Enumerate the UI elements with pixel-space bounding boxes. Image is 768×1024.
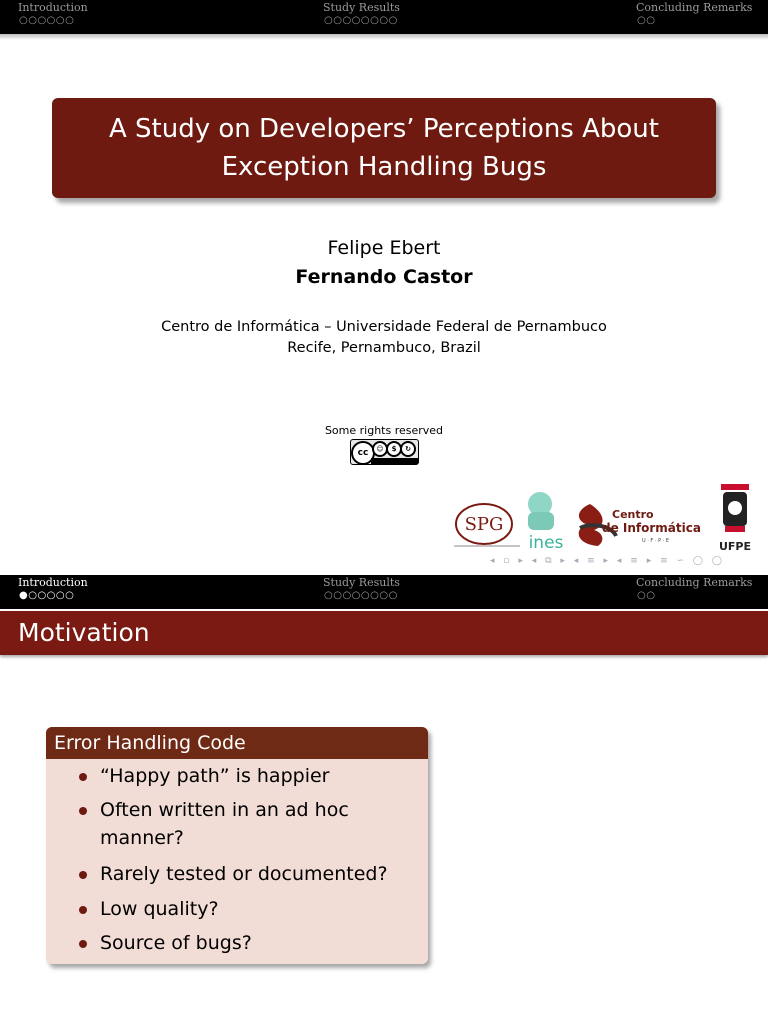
nav-dots-concluding-remarks[interactable]: ○○ xyxy=(637,590,656,601)
cc-icon: cc xyxy=(351,441,375,465)
nav-section-introduction[interactable]: Introduction xyxy=(18,1,88,14)
frame-title-bar xyxy=(0,611,768,655)
ufpe-logo xyxy=(714,478,756,554)
nav-dots-introduction[interactable]: ○○○○○○ xyxy=(19,15,75,26)
spg-logo-text: SPG xyxy=(464,514,504,535)
list-item: Low quality? xyxy=(100,898,219,920)
ines-logo xyxy=(522,490,570,552)
bullet-icon xyxy=(79,807,87,815)
bullet-list xyxy=(46,759,428,954)
cin-logo-line1: Centro xyxy=(612,508,654,521)
presentation-title: A Study on Developers’ Perceptions About Exception Handling Bugs xyxy=(109,114,659,182)
author-name: Felipe Ebert xyxy=(327,237,441,259)
frame-title: Motivation xyxy=(18,618,150,647)
list-item: “Happy path” is happier xyxy=(100,765,330,787)
nav-section-concluding-remarks[interactable]: Concluding Remarks xyxy=(636,1,753,14)
nav-dots-concluding-remarks[interactable]: ○○ xyxy=(637,15,656,26)
spg-logo xyxy=(452,500,522,548)
nav-dots-study-results[interactable]: ○○○○○○○○ xyxy=(324,590,398,601)
nav-shadow xyxy=(0,34,768,40)
navigation-bar xyxy=(0,0,768,34)
title-box xyxy=(52,98,716,198)
bullet-icon xyxy=(79,940,87,948)
list-item: Source of bugs? xyxy=(100,932,252,954)
error-handling-block xyxy=(46,727,428,964)
bullet-icon xyxy=(79,773,87,781)
nav-section-concluding-remarks[interactable]: Concluding Remarks xyxy=(636,576,753,589)
list-item: Often written in an ad hoc manner? xyxy=(100,799,349,849)
by-icon: ☺ xyxy=(372,441,388,457)
list-item: Rarely tested or documented? xyxy=(100,863,388,885)
nc-icon: $ xyxy=(386,441,402,457)
cin-logo xyxy=(572,500,707,552)
cin-logo-line2: de Informática xyxy=(602,521,701,535)
beamer-navigation-controls[interactable]: ◂ ▫ ▸ ◂ ⧉ ▸ ◂ ≡ ▸ ◂ ≡ ▸ ≡ ∽ ◯ ◯ xyxy=(490,556,725,566)
bullet-icon xyxy=(79,906,87,914)
nav-section-study-results[interactable]: Study Results xyxy=(323,1,400,14)
nav-dots-study-results[interactable]: ○○○○○○○○ xyxy=(324,15,398,26)
presenter-name: Fernando Castor xyxy=(295,266,473,288)
bullet-icon xyxy=(79,871,87,879)
motivation-slide xyxy=(0,575,768,1024)
ufpe-logo-text: UFPE xyxy=(718,540,752,553)
location-line: Recife, Pernambuco, Brazil xyxy=(287,340,481,356)
sa-icon: ↻ xyxy=(400,441,416,457)
logos xyxy=(452,478,762,554)
nav-section-study-results[interactable]: Study Results xyxy=(323,576,400,589)
ines-logo-text: ines xyxy=(528,533,564,552)
rights-text: Some rights reserved xyxy=(324,424,444,437)
cc-strip xyxy=(371,458,418,464)
block-title: Error Handling Code xyxy=(46,727,428,759)
navigation-bar xyxy=(0,575,768,609)
nav-section-introduction[interactable]: Introduction xyxy=(18,576,88,589)
cin-logo-line3: U · F · P · E xyxy=(642,538,670,544)
creative-commons-icon xyxy=(350,439,419,465)
institution-line: Centro de Informática – Universidade Federal de Pernambuco xyxy=(161,319,607,335)
nav-dots-introduction[interactable]: ●○○○○○ xyxy=(19,590,75,601)
